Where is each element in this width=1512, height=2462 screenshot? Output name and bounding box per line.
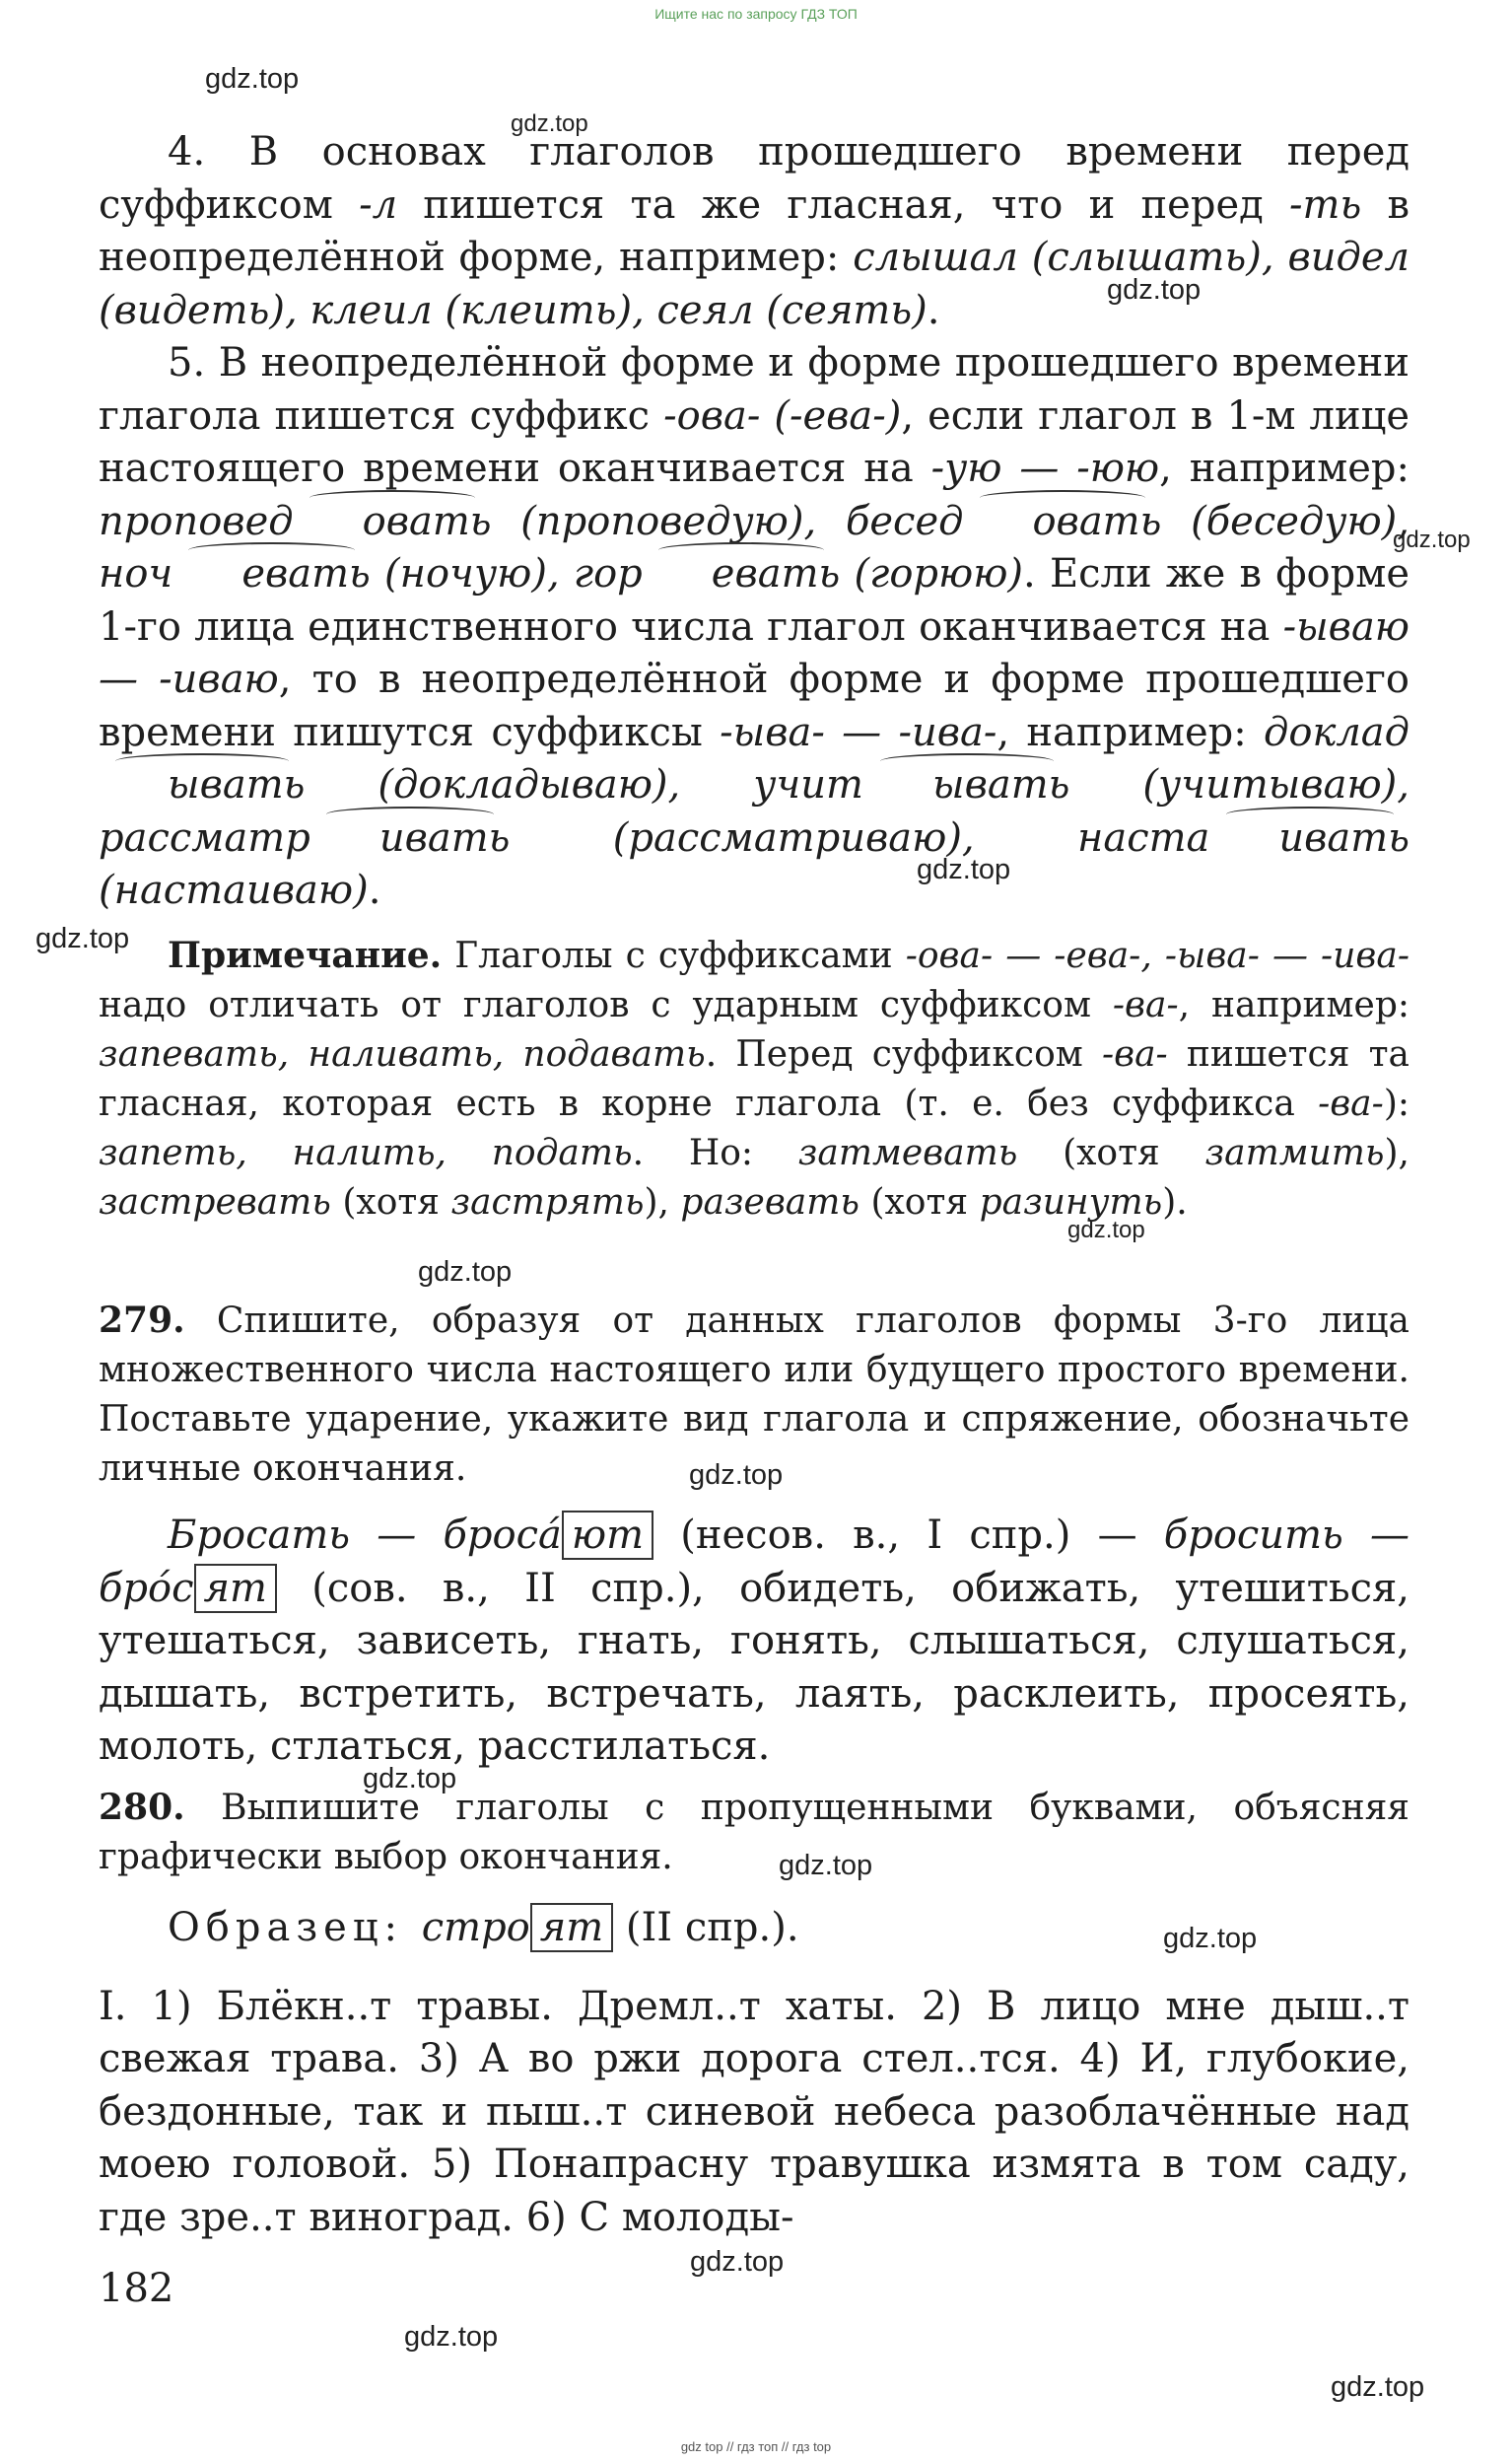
- ending-box: ят: [194, 1564, 277, 1613]
- suffix-arc: овать: [963, 496, 1161, 549]
- watermark: gdz.top: [689, 1459, 784, 1491]
- watermark: gdz.top: [418, 1256, 513, 1288]
- exercise-number: 279.: [99, 1300, 185, 1341]
- suffix-arc: ивать: [1209, 812, 1409, 866]
- watermark: gdz.top: [1393, 527, 1471, 553]
- suffix-arc: овать: [294, 496, 492, 549]
- watermark: gdz.top: [363, 1763, 457, 1794]
- watermark: gdz.top: [205, 63, 300, 95]
- exercise-task: Спишите, образуя от данных глаголов формы 3-го лица множественного числа настоящего или будущего простого времени. Поставьте ударение, укажите вид глагола и спряжение, обозначьте личные окончания.: [99, 1301, 1409, 1489]
- note-label: Примечание.: [168, 935, 443, 976]
- watermark: gdz.top: [690, 2246, 785, 2278]
- suffix-arc: евать: [172, 548, 371, 601]
- note: Примечание. Глаголы с суффиксами -ова- — -ева-, -ыва- — -ива- надо отличать от глаголов с ударным суффиксом -ва-, например: запевать, наливать, подавать. Перед суффиксом -ва- пишется та гласная, которая есть в корне глагола (т. е. без суффикса -ва-): запеть, налить, подать. Но: затмевать (хотя затмить), застревать (хотя застрять), разевать (хотя разинуть).: [99, 935, 1409, 1223]
- exercise-280-text: I. 1) Блёкн..т травы. Дремл..т хаты. 2) В лицо мне дыш..т свежая трава. 3) А во ржи дорога стел..тся. 4) И, глубокие, бездонные, так и пыш..т синевой небеса разоблачённые над моею головой. 5) Понапрасну травушка измята в том саду, где зре..т виноград. 6) С молоды-: [99, 1983, 1409, 2240]
- suffix-arc: ивать: [310, 812, 511, 866]
- rule-5: 5. В неопределённой форме и форме прошедшего времени глагола пишется суффикс -ова- (-ева-), если глагол в 1-м лице настоящего времени оканчивается на -ую — -юю, например: проповед овать (проповедую), бесед овать (беседую), ноч евать (ночую), гор евать (горюю). Если же в форме 1-го лица единственного числа глагол оканчивается на -ываю — -иваю, то в неопределённой форме и форме прошедшего времени пишутся суффиксы -ыва- — -ива-, например: докладывать (докладываю), учит ывать (учитываю), рассматр ивать (рассматриваю), наста ивать (настаиваю).: [99, 340, 1410, 913]
- page-number: 182: [99, 2266, 174, 2311]
- suffix-arc: ывать: [99, 759, 305, 812]
- ending-box: ют: [562, 1511, 653, 1560]
- watermark: gdz.top: [1067, 1217, 1145, 1243]
- watermark: gdz.top: [779, 1850, 873, 1881]
- ending-box: ят: [530, 1903, 613, 1952]
- footer: gdz top // гдз топ // гдз top: [680, 2439, 832, 2454]
- watermark: gdz.top: [404, 2321, 499, 2353]
- watermark: gdz.top: [1163, 1923, 1258, 1954]
- watermark: gdz.top: [917, 854, 1011, 885]
- rule-4-examples: слышал (слышать), видел (видеть), клеил (клеить), сеял (сеять): [99, 235, 1409, 333]
- sample-label: Образец:: [168, 1905, 422, 1950]
- suffix-arc: евать: [643, 548, 841, 601]
- exercise-task: Выпишите глаголы с пропущенными буквами, объясняя графически выбор окончания.: [99, 1788, 1409, 1877]
- exercise-number: 280.: [99, 1787, 185, 1828]
- watermark: gdz.top: [35, 923, 130, 954]
- watermark: gdz.top: [511, 110, 588, 137]
- exercise-279: 279. Спишите, образуя от данных глаголов формы 3-го лица множественного числа настоящего или будущего простого времени. Поставьте ударение, укажите вид глагола и спряжение, обозначьте личные окончания. Бросать — бросá ют (несов. в., I спр.) — бросить — брóс ят (сов. в., II спр.), обидеть, обижать, утешиться, утешаться, зависеть, гнать, гонять, слышаться, слушаться, дышать, встретить, встречать, лаять, расклеить, просеять, молоть, стлаться, расстилаться.: [99, 1300, 1409, 1769]
- watermark: gdz.top: [1107, 274, 1202, 306]
- watermark: gdz.top: [1331, 2371, 1425, 2403]
- rule-4: 4. В основах глаголов прошедшего времени перед суффиксом -л пишется та же гласная, что и перед -ть в неопределённой форме, например: слышал (слышать), видел (видеть), клеил (клеить), сеял (сеять).: [99, 129, 1409, 333]
- exercise-280: 280. Выпишите глаголы с пропущенными буквами, объясняя графически выбор окончания. Образец: стро ят (II спр.). I. 1) Блёкн..т травы. Дремл..т хаты. 2) В лицо мне дыш..т свежая трава. 3) А во ржи дорога стел..тся. 4) И, глубокие, бездонные, так и пыш..т синевой небеса разоблачённые над моею головой. 5) Понапрасну травушка измята в том саду, где зре..т виноград. 6) С молоды-: [99, 1783, 1409, 2244]
- top-banner: Ищите нас по запросу ГДЗ ТОП: [654, 6, 858, 22]
- suffix-arc: ывать: [863, 759, 1069, 812]
